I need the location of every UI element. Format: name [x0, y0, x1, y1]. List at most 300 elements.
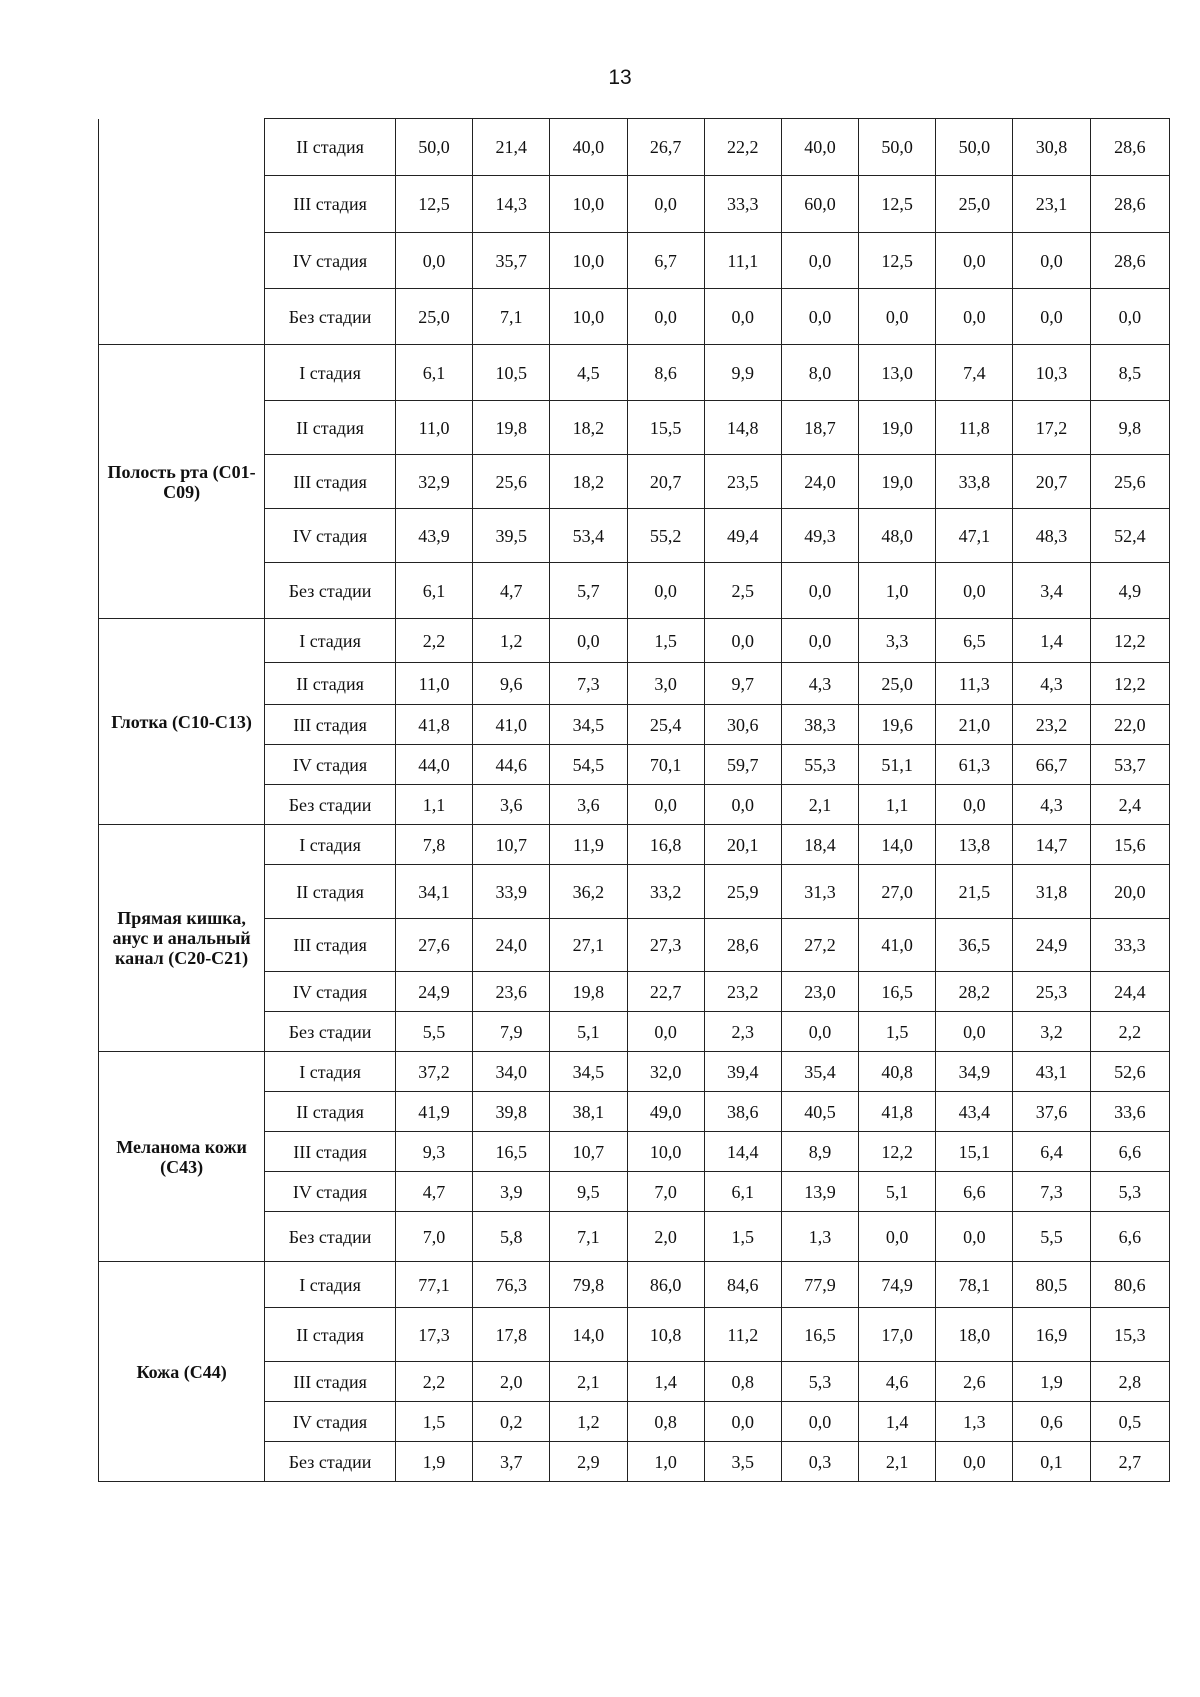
value-cell: 1,9 — [395, 1442, 472, 1482]
value-cell: 0,0 — [1090, 289, 1169, 345]
value-cell: 76,3 — [473, 1262, 550, 1308]
value-cell: 9,8 — [1090, 401, 1169, 455]
table-row — [99, 119, 1170, 176]
value-cell: 21,0 — [936, 705, 1013, 745]
value-cell: 34,5 — [550, 705, 627, 745]
stage-label: I стадия — [265, 1052, 396, 1092]
value-cell: 6,1 — [395, 345, 472, 401]
value-cell: 1,3 — [781, 1212, 858, 1262]
value-cell: 80,5 — [1013, 1262, 1090, 1308]
value-cell: 19,8 — [473, 401, 550, 455]
value-cell: 12,2 — [859, 1132, 936, 1172]
value-cell: 0,0 — [781, 619, 858, 663]
value-cell: 0,0 — [550, 619, 627, 663]
value-cell: 3,0 — [627, 663, 704, 705]
value-cell: 6,1 — [704, 1172, 781, 1212]
value-cell: 60,0 — [781, 176, 858, 233]
value-cell: 38,1 — [550, 1092, 627, 1132]
value-cell: 24,9 — [1013, 919, 1090, 972]
value-cell: 38,3 — [781, 705, 858, 745]
site-label: Глотка (C10-C13) — [99, 619, 265, 825]
value-cell: 8,9 — [781, 1132, 858, 1172]
value-cell: 23,2 — [1013, 705, 1090, 745]
value-cell: 34,0 — [473, 1052, 550, 1092]
value-cell: 0,0 — [627, 785, 704, 825]
value-cell: 10,7 — [473, 825, 550, 865]
value-cell: 0,5 — [1090, 1402, 1169, 1442]
value-cell: 7,9 — [473, 1012, 550, 1052]
value-cell: 25,6 — [473, 455, 550, 509]
value-cell: 14,7 — [1013, 825, 1090, 865]
value-cell: 11,9 — [550, 825, 627, 865]
stage-label: III стадия — [265, 919, 396, 972]
value-cell: 18,0 — [936, 1308, 1013, 1362]
stage-label: IV стадия — [265, 233, 396, 289]
value-cell: 11,8 — [936, 401, 1013, 455]
value-cell: 1,5 — [395, 1402, 472, 1442]
value-cell: 2,4 — [1090, 785, 1169, 825]
value-cell: 20,0 — [1090, 865, 1169, 919]
value-cell: 51,1 — [859, 745, 936, 785]
stage-label: IV стадия — [265, 1402, 396, 1442]
value-cell: 70,1 — [627, 745, 704, 785]
value-cell: 34,9 — [936, 1052, 1013, 1092]
value-cell: 7,0 — [627, 1172, 704, 1212]
value-cell: 4,7 — [473, 563, 550, 619]
value-cell: 3,3 — [859, 619, 936, 663]
value-cell: 27,3 — [627, 919, 704, 972]
stage-label: II стадия — [265, 119, 396, 176]
value-cell: 39,4 — [704, 1052, 781, 1092]
value-cell: 41,9 — [395, 1092, 472, 1132]
value-cell: 2,5 — [704, 563, 781, 619]
value-cell: 66,7 — [1013, 745, 1090, 785]
value-cell: 49,4 — [704, 509, 781, 563]
value-cell: 61,3 — [936, 745, 1013, 785]
value-cell: 0,0 — [627, 563, 704, 619]
value-cell: 18,2 — [550, 401, 627, 455]
value-cell: 24,0 — [473, 919, 550, 972]
value-cell: 0,0 — [936, 785, 1013, 825]
value-cell: 43,1 — [1013, 1052, 1090, 1092]
value-cell: 3,2 — [1013, 1012, 1090, 1052]
value-cell: 2,0 — [627, 1212, 704, 1262]
stage-label: Без стадии — [265, 563, 396, 619]
value-cell: 5,5 — [1013, 1212, 1090, 1262]
value-cell: 5,5 — [395, 1012, 472, 1052]
value-cell: 15,6 — [1090, 825, 1169, 865]
site-label: Меланома кожи (C43) — [99, 1052, 265, 1262]
value-cell: 48,3 — [1013, 509, 1090, 563]
value-cell: 3,6 — [473, 785, 550, 825]
value-cell: 0,0 — [704, 785, 781, 825]
value-cell: 25,4 — [627, 705, 704, 745]
value-cell: 10,0 — [550, 176, 627, 233]
value-cell: 12,2 — [1090, 619, 1169, 663]
value-cell: 4,7 — [395, 1172, 472, 1212]
value-cell: 10,7 — [550, 1132, 627, 1172]
value-cell: 14,8 — [704, 401, 781, 455]
value-cell: 21,5 — [936, 865, 1013, 919]
stage-label: IV стадия — [265, 509, 396, 563]
value-cell: 17,0 — [859, 1308, 936, 1362]
value-cell: 22,2 — [704, 119, 781, 176]
value-cell: 8,0 — [781, 345, 858, 401]
value-cell: 0,0 — [704, 289, 781, 345]
value-cell: 80,6 — [1090, 1262, 1169, 1308]
value-cell: 49,0 — [627, 1092, 704, 1132]
value-cell: 24,4 — [1090, 972, 1169, 1012]
value-cell: 16,9 — [1013, 1308, 1090, 1362]
value-cell: 7,1 — [550, 1212, 627, 1262]
stage-distribution-table — [98, 118, 1170, 1482]
value-cell: 0,0 — [1013, 233, 1090, 289]
value-cell: 50,0 — [395, 119, 472, 176]
value-cell: 0,0 — [781, 289, 858, 345]
stage-label: Без стадии — [265, 785, 396, 825]
value-cell: 25,0 — [395, 289, 472, 345]
value-cell: 0,0 — [781, 1012, 858, 1052]
value-cell: 2,1 — [781, 785, 858, 825]
value-cell: 7,0 — [395, 1212, 472, 1262]
value-cell: 6,5 — [936, 619, 1013, 663]
value-cell: 5,8 — [473, 1212, 550, 1262]
value-cell: 1,4 — [627, 1362, 704, 1402]
value-cell: 19,0 — [859, 455, 936, 509]
value-cell: 1,5 — [859, 1012, 936, 1052]
value-cell: 32,0 — [627, 1052, 704, 1092]
value-cell: 6,6 — [1090, 1212, 1169, 1262]
value-cell: 43,9 — [395, 509, 472, 563]
value-cell: 47,1 — [936, 509, 1013, 563]
value-cell: 4,9 — [1090, 563, 1169, 619]
value-cell: 40,0 — [781, 119, 858, 176]
value-cell: 17,3 — [395, 1308, 472, 1362]
value-cell: 37,2 — [395, 1052, 472, 1092]
value-cell: 2,0 — [473, 1362, 550, 1402]
value-cell: 33,3 — [1090, 919, 1169, 972]
stage-label: I стадия — [265, 619, 396, 663]
value-cell: 11,0 — [395, 401, 472, 455]
value-cell: 0,3 — [781, 1442, 858, 1482]
table-row — [99, 1052, 1170, 1092]
stage-label: IV стадия — [265, 1172, 396, 1212]
value-cell: 12,2 — [1090, 663, 1169, 705]
value-cell: 8,5 — [1090, 345, 1169, 401]
value-cell: 21,4 — [473, 119, 550, 176]
value-cell: 59,7 — [704, 745, 781, 785]
value-cell: 0,0 — [627, 289, 704, 345]
page-number: 13 — [608, 66, 632, 89]
value-cell: 1,3 — [936, 1402, 1013, 1442]
value-cell: 77,1 — [395, 1262, 472, 1308]
value-cell: 13,8 — [936, 825, 1013, 865]
value-cell: 0,0 — [781, 563, 858, 619]
value-cell: 24,0 — [781, 455, 858, 509]
table-row — [99, 825, 1170, 865]
value-cell: 52,4 — [1090, 509, 1169, 563]
value-cell: 30,6 — [704, 705, 781, 745]
value-cell: 22,7 — [627, 972, 704, 1012]
value-cell: 0,0 — [936, 289, 1013, 345]
value-cell: 18,4 — [781, 825, 858, 865]
value-cell: 4,3 — [781, 663, 858, 705]
value-cell: 20,7 — [1013, 455, 1090, 509]
value-cell: 5,3 — [781, 1362, 858, 1402]
value-cell: 23,5 — [704, 455, 781, 509]
value-cell: 5,1 — [859, 1172, 936, 1212]
value-cell: 41,0 — [473, 705, 550, 745]
value-cell: 1,9 — [1013, 1362, 1090, 1402]
value-cell: 1,2 — [550, 1402, 627, 1442]
value-cell: 39,5 — [473, 509, 550, 563]
value-cell: 74,9 — [859, 1262, 936, 1308]
value-cell: 17,8 — [473, 1308, 550, 1362]
value-cell: 40,5 — [781, 1092, 858, 1132]
value-cell: 1,1 — [395, 785, 472, 825]
value-cell: 19,8 — [550, 972, 627, 1012]
value-cell: 2,2 — [1090, 1012, 1169, 1052]
value-cell: 0,0 — [627, 176, 704, 233]
value-cell: 53,4 — [550, 509, 627, 563]
value-cell: 44,6 — [473, 745, 550, 785]
value-cell: 15,3 — [1090, 1308, 1169, 1362]
value-cell: 0,8 — [627, 1402, 704, 1442]
value-cell: 2,8 — [1090, 1362, 1169, 1402]
value-cell: 20,7 — [627, 455, 704, 509]
value-cell: 27,1 — [550, 919, 627, 972]
value-cell: 31,3 — [781, 865, 858, 919]
value-cell: 18,7 — [781, 401, 858, 455]
value-cell: 54,5 — [550, 745, 627, 785]
value-cell: 25,0 — [859, 663, 936, 705]
value-cell: 52,6 — [1090, 1052, 1169, 1092]
value-cell: 28,6 — [1090, 176, 1169, 233]
value-cell: 24,9 — [395, 972, 472, 1012]
value-cell: 1,1 — [859, 785, 936, 825]
value-cell: 6,4 — [1013, 1132, 1090, 1172]
value-cell: 3,5 — [704, 1442, 781, 1482]
value-cell: 23,6 — [473, 972, 550, 1012]
stage-label: I стадия — [265, 825, 396, 865]
value-cell: 9,5 — [550, 1172, 627, 1212]
value-cell: 19,0 — [859, 401, 936, 455]
value-cell: 36,5 — [936, 919, 1013, 972]
value-cell: 2,2 — [395, 1362, 472, 1402]
value-cell: 33,3 — [704, 176, 781, 233]
value-cell: 14,0 — [859, 825, 936, 865]
value-cell: 0,2 — [473, 1402, 550, 1442]
value-cell: 43,4 — [936, 1092, 1013, 1132]
stage-label: III стадия — [265, 176, 396, 233]
value-cell: 13,0 — [859, 345, 936, 401]
stage-label: II стадия — [265, 1308, 396, 1362]
value-cell: 28,6 — [1090, 233, 1169, 289]
stage-label: II стадия — [265, 401, 396, 455]
value-cell: 6,1 — [395, 563, 472, 619]
value-cell: 41,8 — [859, 1092, 936, 1132]
value-cell: 11,2 — [704, 1308, 781, 1362]
site-label — [99, 119, 265, 345]
value-cell: 6,6 — [936, 1172, 1013, 1212]
value-cell: 37,6 — [1013, 1092, 1090, 1132]
value-cell: 36,2 — [550, 865, 627, 919]
value-cell: 84,6 — [704, 1262, 781, 1308]
value-cell: 0,0 — [936, 233, 1013, 289]
value-cell: 86,0 — [627, 1262, 704, 1308]
stage-label: I стадия — [265, 1262, 396, 1308]
value-cell: 23,0 — [781, 972, 858, 1012]
table-body — [99, 119, 1170, 1482]
value-cell: 39,8 — [473, 1092, 550, 1132]
value-cell: 44,0 — [395, 745, 472, 785]
value-cell: 2,1 — [550, 1362, 627, 1402]
value-cell: 10,0 — [550, 289, 627, 345]
stage-label: III стадия — [265, 1362, 396, 1402]
value-cell: 16,5 — [781, 1308, 858, 1362]
stage-label: II стадия — [265, 663, 396, 705]
value-cell: 9,6 — [473, 663, 550, 705]
value-cell: 2,6 — [936, 1362, 1013, 1402]
value-cell: 5,3 — [1090, 1172, 1169, 1212]
value-cell: 14,3 — [473, 176, 550, 233]
value-cell: 14,0 — [550, 1308, 627, 1362]
value-cell: 41,0 — [859, 919, 936, 972]
value-cell: 10,8 — [627, 1308, 704, 1362]
value-cell: 0,0 — [859, 1212, 936, 1262]
value-cell: 1,4 — [1013, 619, 1090, 663]
value-cell: 30,8 — [1013, 119, 1090, 176]
value-cell: 6,6 — [1090, 1132, 1169, 1172]
value-cell: 34,1 — [395, 865, 472, 919]
value-cell: 22,0 — [1090, 705, 1169, 745]
value-cell: 9,9 — [704, 345, 781, 401]
value-cell: 15,1 — [936, 1132, 1013, 1172]
value-cell: 0,8 — [704, 1362, 781, 1402]
value-cell: 10,0 — [627, 1132, 704, 1172]
value-cell: 41,8 — [395, 705, 472, 745]
value-cell: 16,8 — [627, 825, 704, 865]
value-cell: 48,0 — [859, 509, 936, 563]
site-label: Кожа (C44) — [99, 1262, 265, 1482]
value-cell: 14,4 — [704, 1132, 781, 1172]
value-cell: 5,7 — [550, 563, 627, 619]
value-cell: 4,6 — [859, 1362, 936, 1402]
value-cell: 5,1 — [550, 1012, 627, 1052]
value-cell: 20,1 — [704, 825, 781, 865]
stage-label: Без стадии — [265, 1442, 396, 1482]
value-cell: 7,3 — [550, 663, 627, 705]
value-cell: 26,7 — [627, 119, 704, 176]
value-cell: 18,2 — [550, 455, 627, 509]
value-cell: 0,0 — [627, 1012, 704, 1052]
value-cell: 12,5 — [395, 176, 472, 233]
value-cell: 3,9 — [473, 1172, 550, 1212]
value-cell: 0,0 — [1013, 289, 1090, 345]
stage-label: Без стадии — [265, 289, 396, 345]
value-cell: 7,4 — [936, 345, 1013, 401]
stage-label: III стадия — [265, 705, 396, 745]
value-cell: 2,3 — [704, 1012, 781, 1052]
site-label: Прямая кишка, анус и анальный канал (C20-C21) — [99, 825, 265, 1052]
value-cell: 27,2 — [781, 919, 858, 972]
value-cell: 33,8 — [936, 455, 1013, 509]
value-cell: 35,7 — [473, 233, 550, 289]
value-cell: 0,0 — [704, 1402, 781, 1442]
value-cell: 4,3 — [1013, 785, 1090, 825]
value-cell: 16,5 — [859, 972, 936, 1012]
value-cell: 0,0 — [936, 1212, 1013, 1262]
value-cell: 0,0 — [859, 289, 936, 345]
value-cell: 0,0 — [936, 563, 1013, 619]
value-cell: 2,2 — [395, 619, 472, 663]
value-cell: 1,5 — [627, 619, 704, 663]
value-cell: 0,0 — [704, 619, 781, 663]
value-cell: 33,9 — [473, 865, 550, 919]
value-cell: 3,7 — [473, 1442, 550, 1482]
value-cell: 28,6 — [704, 919, 781, 972]
value-cell: 10,0 — [550, 233, 627, 289]
value-cell: 16,5 — [473, 1132, 550, 1172]
value-cell: 8,6 — [627, 345, 704, 401]
value-cell: 23,2 — [704, 972, 781, 1012]
value-cell: 1,5 — [704, 1212, 781, 1262]
value-cell: 4,3 — [1013, 663, 1090, 705]
value-cell: 6,7 — [627, 233, 704, 289]
value-cell: 27,6 — [395, 919, 472, 972]
stage-label: Без стадии — [265, 1212, 396, 1262]
value-cell: 53,7 — [1090, 745, 1169, 785]
value-cell: 33,2 — [627, 865, 704, 919]
value-cell: 0,0 — [781, 233, 858, 289]
value-cell: 3,4 — [1013, 563, 1090, 619]
value-cell: 11,1 — [704, 233, 781, 289]
value-cell: 12,5 — [859, 233, 936, 289]
value-cell: 9,7 — [704, 663, 781, 705]
value-cell: 9,3 — [395, 1132, 472, 1172]
stage-label: II стадия — [265, 865, 396, 919]
table-row — [99, 1262, 1170, 1308]
value-cell: 17,2 — [1013, 401, 1090, 455]
stage-label: II стадия — [265, 1092, 396, 1132]
value-cell: 0,6 — [1013, 1402, 1090, 1442]
value-cell: 0,0 — [395, 233, 472, 289]
value-cell: 23,1 — [1013, 176, 1090, 233]
value-cell: 7,3 — [1013, 1172, 1090, 1212]
table-row — [99, 345, 1170, 401]
value-cell: 33,6 — [1090, 1092, 1169, 1132]
value-cell: 4,5 — [550, 345, 627, 401]
value-cell: 32,9 — [395, 455, 472, 509]
value-cell: 2,7 — [1090, 1442, 1169, 1482]
value-cell: 40,8 — [859, 1052, 936, 1092]
value-cell: 55,3 — [781, 745, 858, 785]
value-cell: 25,3 — [1013, 972, 1090, 1012]
value-cell: 10,3 — [1013, 345, 1090, 401]
value-cell: 50,0 — [936, 119, 1013, 176]
table-row — [99, 619, 1170, 663]
value-cell: 1,0 — [627, 1442, 704, 1482]
value-cell: 7,8 — [395, 825, 472, 865]
value-cell: 27,0 — [859, 865, 936, 919]
value-cell: 11,0 — [395, 663, 472, 705]
value-cell: 25,6 — [1090, 455, 1169, 509]
value-cell: 0,0 — [936, 1012, 1013, 1052]
value-cell: 0,0 — [936, 1442, 1013, 1482]
value-cell: 34,5 — [550, 1052, 627, 1092]
value-cell: 19,6 — [859, 705, 936, 745]
value-cell: 31,8 — [1013, 865, 1090, 919]
